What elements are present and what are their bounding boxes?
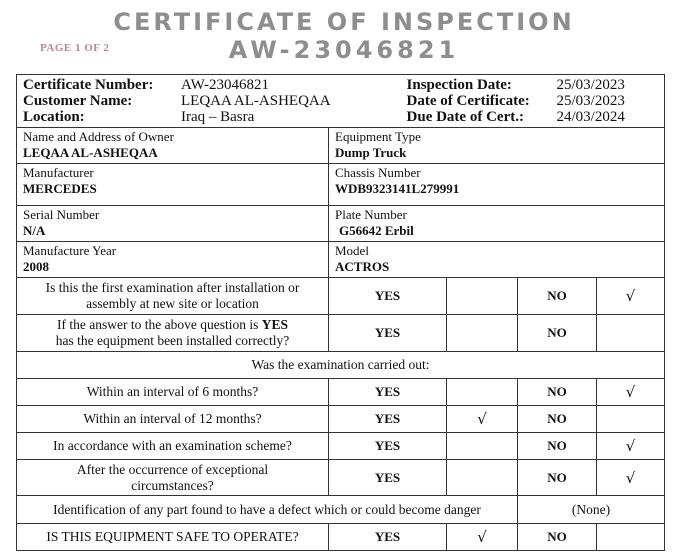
- question-installed-correctly: [17, 315, 329, 352]
- date-of-certificate-label: Date of Certificate:: [406, 93, 530, 109]
- equipment-row-1: [17, 128, 665, 164]
- question-text-line: Is this the first examination after installation or: [45, 280, 300, 295]
- certificate-header-right: [406, 75, 665, 128]
- question-text-line: has the equipment been installed correctly?: [55, 333, 290, 348]
- yes-mark-cell: [447, 278, 518, 315]
- no-checkmark-icon: √: [597, 433, 665, 460]
- safe-to-operate-row: [17, 524, 665, 551]
- chassis-label: Chassis Number: [335, 165, 421, 180]
- year-cell: [17, 242, 329, 278]
- defect-question: Identification of any part found to have a defect which or could become danger: [17, 496, 518, 524]
- yes-mark-cell: [447, 379, 518, 406]
- customer-name-value: LEQAA AL-ASHEQAA: [181, 93, 331, 109]
- due-date-label: Due Date of Cert.:: [406, 109, 524, 125]
- question-row-installed-correctly: [17, 315, 665, 352]
- question-text-line: assembly at new site or location: [86, 296, 259, 311]
- exam-heading-row: [17, 352, 665, 379]
- defect-row: [17, 496, 665, 524]
- no-checkmark-icon: √: [597, 379, 665, 406]
- no-checkmark-icon: √: [597, 460, 665, 496]
- yes-label: YES: [329, 524, 447, 551]
- yes-mark-cell: [447, 460, 518, 496]
- year-label: Manufacture Year: [23, 243, 117, 258]
- yes-label: YES: [329, 406, 447, 433]
- no-label: NO: [518, 433, 597, 460]
- equipment-row-3: [17, 206, 665, 242]
- manufacturer-label: Manufacturer: [23, 165, 94, 180]
- question-row-6-months: [17, 379, 665, 406]
- model-label: Model: [335, 243, 369, 258]
- question-row-first-exam: [17, 278, 665, 315]
- location-value: Iraq – Basra: [181, 109, 255, 125]
- question-exceptional: [17, 460, 329, 496]
- certificate-header-left: [17, 75, 447, 128]
- no-label: NO: [518, 406, 597, 433]
- yes-label: YES: [329, 379, 447, 406]
- serial-label: Serial Number: [23, 207, 100, 222]
- model-value: ACTROS: [335, 259, 390, 274]
- yes-label: YES: [329, 460, 447, 496]
- question-row-exceptional: [17, 460, 665, 496]
- question-row-12-months: [17, 406, 665, 433]
- question-text-line: After the occurrence of exceptional: [76, 461, 269, 477]
- certificate-table: [16, 74, 665, 551]
- serial-cell: [17, 206, 329, 242]
- equipment-row-2: [17, 164, 665, 206]
- question-text-emphasis: YES: [261, 317, 288, 332]
- equipment-type-label: Equipment Type: [335, 129, 421, 144]
- safe-to-operate-question: IS THIS EQUIPMENT SAFE TO OPERATE?: [17, 524, 329, 551]
- no-label: NO: [518, 315, 597, 352]
- date-of-certificate-value: 25/03/2023: [556, 93, 625, 109]
- no-label: NO: [518, 524, 597, 551]
- owner-value: LEQAA AL-ASHEQAA: [23, 145, 158, 160]
- equipment-type-cell: [329, 128, 665, 164]
- year-value: 2008: [23, 259, 49, 274]
- certificate-number-label: Certificate Number:: [23, 77, 154, 93]
- question-first-exam: [17, 278, 329, 315]
- customer-name-label: Customer Name:: [23, 93, 133, 109]
- location-label: Location:: [23, 109, 85, 125]
- certificate-title: CERTIFICATE OF INSPECTION: [113, 8, 575, 36]
- model-cell: [329, 242, 665, 278]
- yes-label: YES: [329, 315, 447, 352]
- manufacturer-cell: [17, 164, 329, 206]
- certificate-header-row: [17, 75, 665, 128]
- no-mark-cell: [597, 315, 665, 352]
- yes-label: YES: [329, 278, 447, 315]
- plate-value: G56642 Erbil: [339, 223, 414, 238]
- question-6-months: Within an interval of 6 months?: [17, 379, 329, 406]
- serial-value: N/A: [23, 223, 46, 238]
- no-label: NO: [518, 379, 597, 406]
- yes-mark-cell: [447, 315, 518, 352]
- no-label: NO: [518, 278, 597, 315]
- manufacturer-value: MERCEDES: [23, 181, 97, 196]
- yes-checkmark-icon: √: [447, 524, 518, 551]
- question-12-months: Within an interval of 12 months?: [17, 406, 329, 433]
- owner-label: Name and Address of Owner: [23, 129, 174, 144]
- question-text-line: If the answer to the above question is: [57, 317, 262, 332]
- no-mark-cell: [597, 406, 665, 433]
- certificate-form: [16, 74, 664, 551]
- question-exam-scheme: In accordance with an examination scheme?: [17, 433, 329, 460]
- yes-label: YES: [329, 433, 447, 460]
- inspection-date-value: 25/03/2023: [556, 77, 625, 93]
- chassis-cell: [329, 164, 665, 206]
- question-row-exam-scheme: [17, 433, 665, 460]
- certificate-number-value: AW-23046821: [181, 77, 269, 93]
- plate-cell: [329, 206, 665, 242]
- page-label: PAGE 1 OF 2: [40, 42, 110, 54]
- owner-cell: [17, 128, 329, 164]
- equipment-row-4: [17, 242, 665, 278]
- no-mark-cell: [597, 524, 665, 551]
- certificate-number-title: AW-23046821: [228, 36, 460, 64]
- equipment-type-value: Dump Truck: [335, 145, 407, 160]
- yes-checkmark-icon: √: [447, 406, 518, 433]
- chassis-value: WDB9323141L279991: [335, 181, 460, 196]
- plate-label: Plate Number: [335, 207, 407, 222]
- inspection-date-label: Inspection Date:: [406, 77, 512, 93]
- no-label: NO: [518, 460, 597, 496]
- no-checkmark-icon: √: [597, 278, 665, 315]
- exam-heading: Was the examination carried out:: [17, 352, 665, 379]
- due-date-value: 24/03/2024: [556, 109, 625, 125]
- yes-mark-cell: [447, 433, 518, 460]
- defect-value: (None): [518, 496, 665, 524]
- question-text-line: circumstances?: [131, 477, 214, 493]
